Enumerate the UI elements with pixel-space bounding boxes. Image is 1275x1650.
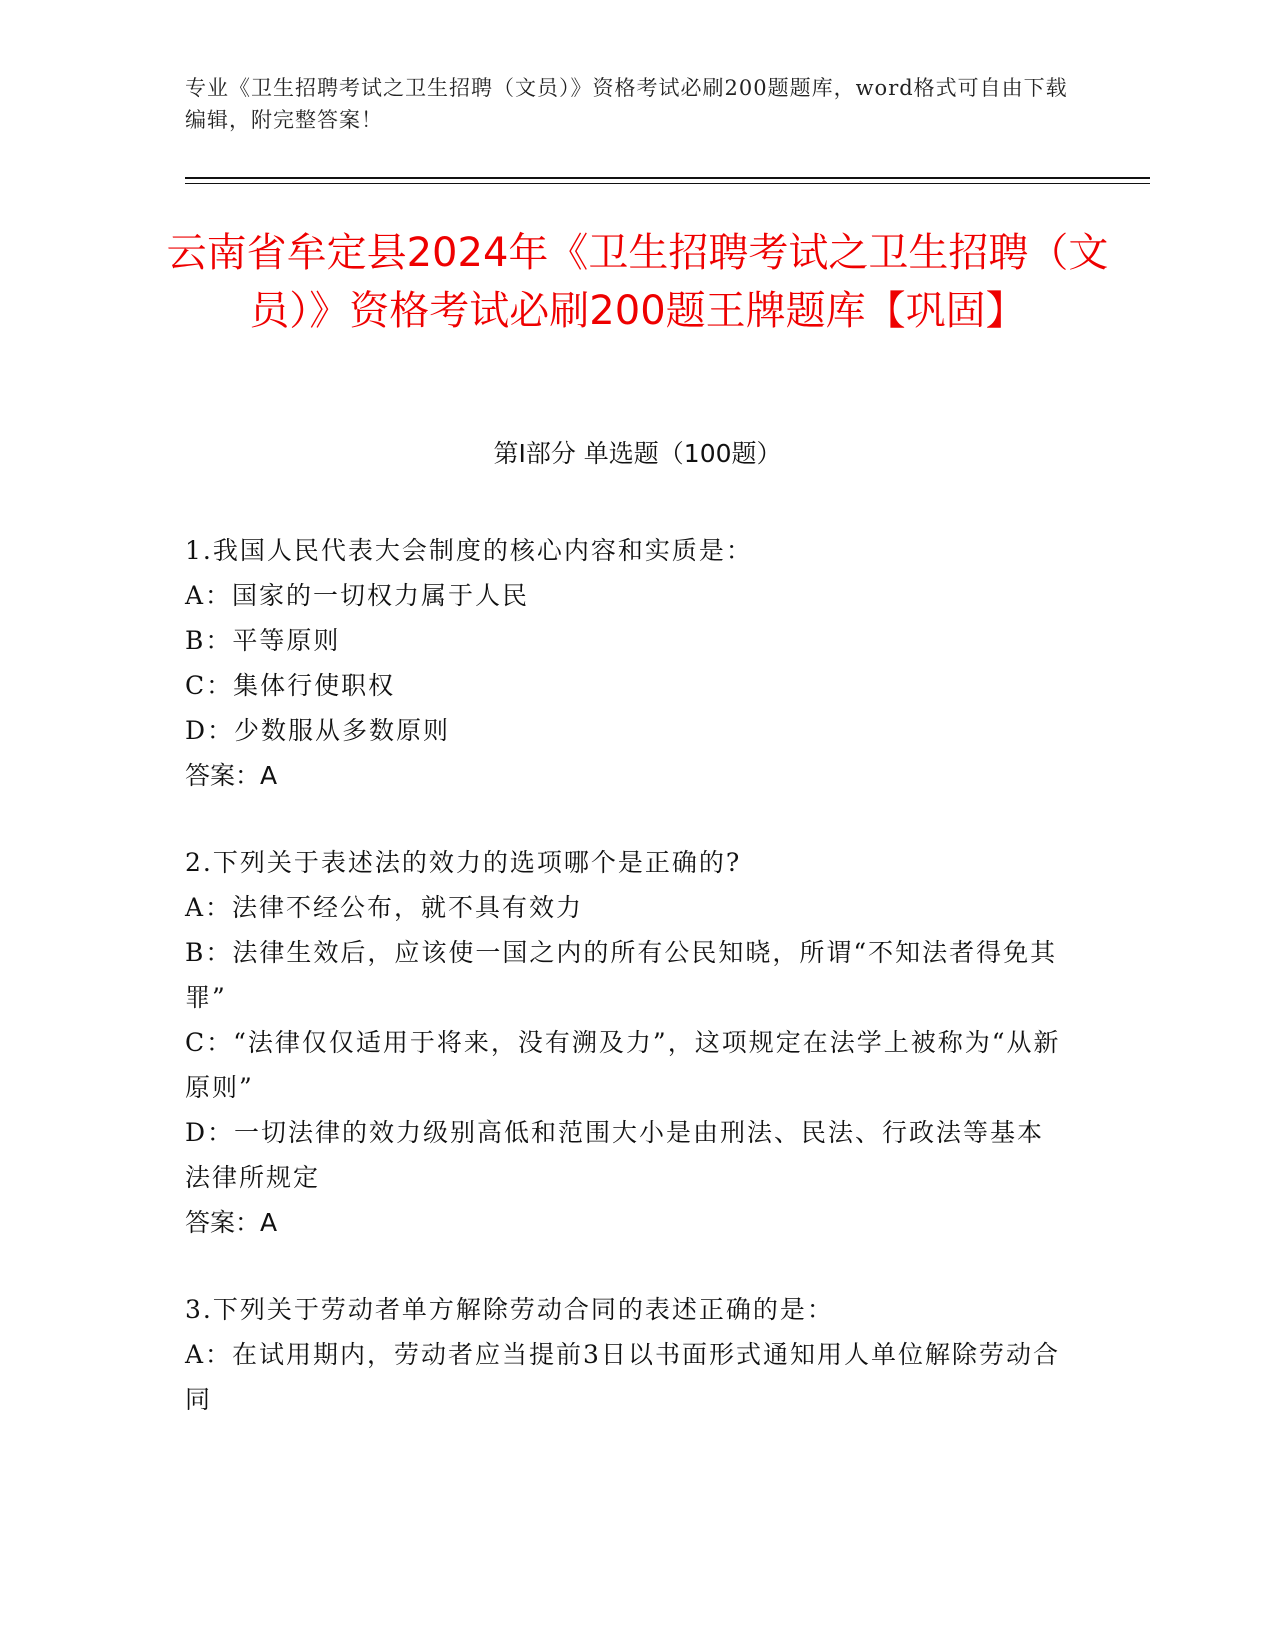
question-stem: 1.我国人民代表大会制度的核心内容和实质是： [185, 536, 753, 565]
question-3 [185, 1287, 1065, 1422]
question-2 [185, 840, 1065, 1245]
header-divider-thick [185, 177, 1150, 179]
question-1 [185, 528, 1065, 798]
header-note: 专业《卫生招聘考试之卫生招聘（文员）》资格考试必刷200题题库，word格式可自由下载编辑，附完整答案！ [185, 76, 1068, 132]
option-d: D：一切法律的效力级别高低和范围大小是由刑法、民法、行政法等基本法律所规定 [185, 1118, 1045, 1192]
option-b: B：法律生效后，应该使一国之内的所有公民知晓，所谓“不知法者得免其罪” [185, 938, 1058, 1012]
question-list [185, 528, 1065, 1464]
option-a: A：在试用期内，劳动者应当提前3日以书面形式通知用人单位解除劳动合同 [185, 1340, 1060, 1414]
option-b: B：平等原则 [185, 626, 341, 655]
question-stem: 2.下列关于表述法的效力的选项哪个是正确的? [185, 848, 742, 877]
question-stem: 3.下列关于劳动者单方解除劳动合同的表述正确的是： [185, 1295, 834, 1324]
answer-line: 答案：A [185, 1208, 278, 1237]
document-title: 云南省牟定县2024年《卫生招聘考试之卫生招聘（文员）》资格考试必刷200题王牌题库【巩固】 [166, 230, 1109, 334]
header-divider-thin [185, 183, 1150, 184]
option-a: A：法律不经公布，就不具有效力 [185, 893, 584, 922]
answer-line: 答案：A [185, 761, 278, 790]
option-a: A：国家的一切权力属于人民 [185, 581, 530, 610]
option-c: C：“法律仅仅适用于将来，没有溯及力”，这项规定在法学上被称为“从新原则” [185, 1028, 1061, 1102]
option-d: D：少数服从多数原则 [185, 716, 451, 745]
section-heading: 第I部分 单选题（100题） [493, 439, 782, 468]
option-c: C：集体行使职权 [185, 671, 396, 700]
